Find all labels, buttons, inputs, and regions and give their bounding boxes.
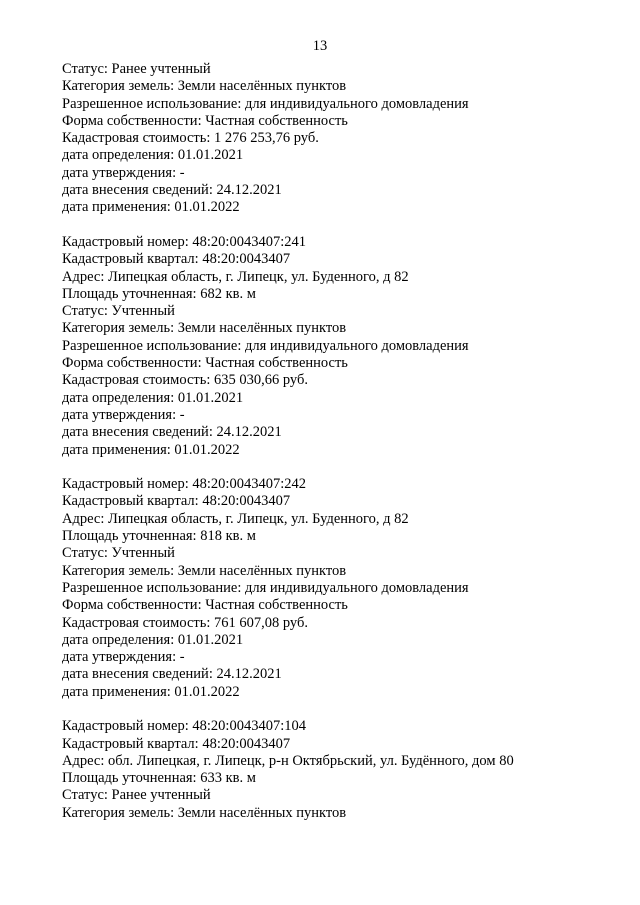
record-line: Кадастровый номер: 48:20:0043407:242	[62, 476, 306, 493]
record-line: Адрес: Липецкая область, г. Липецк, ул. Буденного, д 82	[62, 268, 409, 285]
record-line: Статус: Ранее учтенный	[62, 787, 211, 804]
record-line: Категория земель: Земли населённых пунктов	[62, 804, 347, 821]
record-line: Статус: Учтенный	[62, 303, 175, 320]
record-line: дата внесения сведений: 24.12.2021	[62, 182, 282, 199]
record-line: Разрешенное использование: для индивидуального домовладения	[62, 579, 469, 596]
record-line: Адрес: Липецкая область, г. Липецк, ул. Буденного, д 82	[62, 510, 409, 527]
record-line: Форма собственности: Частная собственность	[62, 355, 348, 372]
record-line: Кадастровый номер: 48:20:0043407:104	[62, 718, 306, 735]
parcel-record	[62, 718, 622, 822]
record-line: Кадастровая стоимость: 761 607,08 руб.	[62, 614, 308, 631]
parcel-record	[62, 61, 622, 217]
record-line: Кадастровый номер: 48:20:0043407:241	[62, 233, 306, 250]
record-line: дата утверждения: -	[62, 406, 185, 423]
record-line: Форма собственности: Частная собственность	[62, 112, 348, 129]
record-line: Кадастровый квартал: 48:20:0043407	[62, 735, 291, 752]
record-line: Разрешенное использование: для индивидуального домовладения	[62, 95, 469, 112]
record-line: Адрес: обл. Липецкая, г. Липецк, р-н Октябрьский, ул. Будённого, дом 80	[62, 752, 514, 769]
record-line: Категория земель: Земли населённых пунктов	[62, 78, 347, 95]
record-line: дата применения: 01.01.2022	[62, 683, 240, 700]
record-line: Статус: Учтенный	[62, 545, 175, 562]
record-line: дата применения: 01.01.2022	[62, 441, 240, 458]
record-line: дата утверждения: -	[62, 649, 185, 666]
record-line: Площадь уточненная: 818 кв. м	[62, 528, 256, 545]
record-line: Форма собственности: Частная собственность	[62, 597, 348, 614]
record-line: Статус: Ранее учтенный	[62, 61, 211, 77]
record-line: Кадастровый квартал: 48:20:0043407	[62, 493, 291, 510]
record-line: Категория земель: Земли населённых пунктов	[62, 562, 347, 579]
record-line: дата применения: 01.01.2022	[62, 199, 240, 216]
page-number: 13	[312, 38, 328, 54]
record-line: Площадь уточненная: 633 кв. м	[62, 770, 256, 787]
record-line: дата утверждения: -	[62, 164, 185, 181]
record-line: дата определения: 01.01.2021	[62, 389, 244, 406]
record-line: Кадастровая стоимость: 1 276 253,76 руб.	[62, 130, 319, 147]
parcel-record	[62, 476, 622, 701]
record-line: Разрешенное использование: для индивидуального домовладения	[62, 337, 469, 354]
document-body	[62, 61, 622, 839]
record-line: дата внесения сведений: 24.12.2021	[62, 424, 282, 441]
record-line: дата внесения сведений: 24.12.2021	[62, 666, 282, 683]
record-line: дата определения: 01.01.2021	[62, 631, 244, 648]
record-line: Площадь уточненная: 682 кв. м	[62, 285, 256, 302]
record-line: Категория земель: Земли населённых пунктов	[62, 320, 347, 337]
record-line: Кадастровая стоимость: 635 030,66 руб.	[62, 372, 308, 389]
record-line: дата определения: 01.01.2021	[62, 147, 244, 164]
parcel-record	[62, 234, 622, 459]
record-line: Кадастровый квартал: 48:20:0043407	[62, 251, 291, 268]
